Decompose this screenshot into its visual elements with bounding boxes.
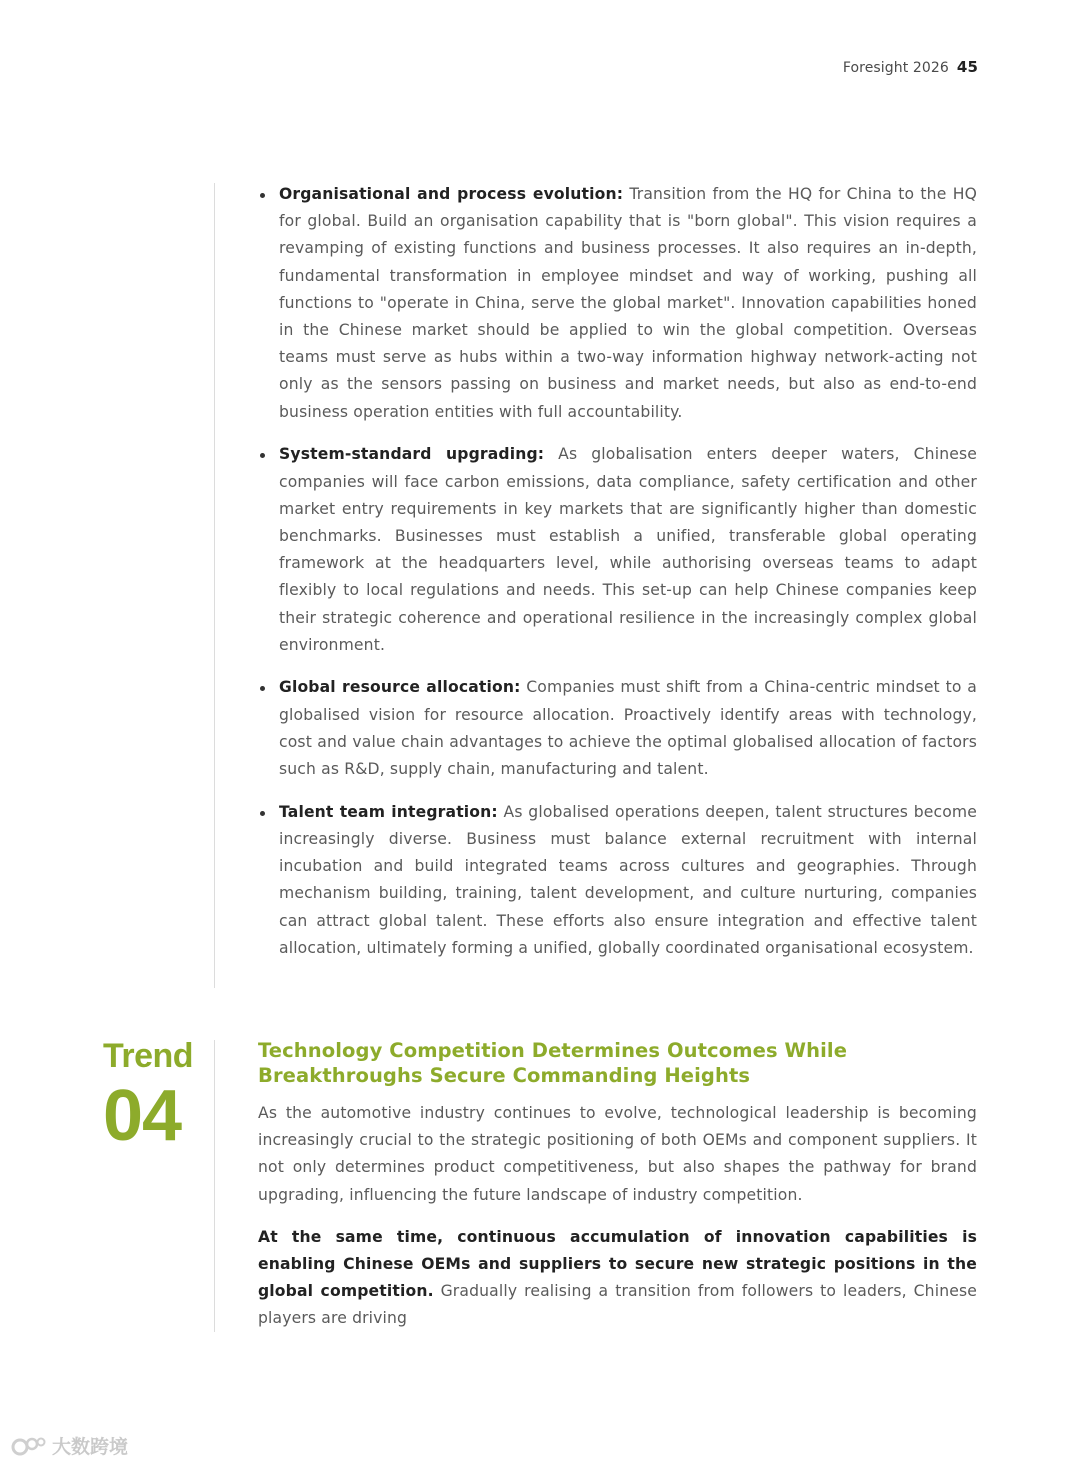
bullet-term: Global resource allocation: — [279, 678, 521, 697]
bullet-text: Transition from the HQ for China to the HQ for global. Build an organisation capability that is "born global". This vision requires a revamping of existing functions and business processes. It also requires an in-depth, fundamental transformation in employee mindset and way of working, pushing all functions to "operate in China, serve the global market". Innovation capabilities honed in the Chinese market should be applied to win the global competition. Overseas teams must serve as hubs within a two-way information highway network-acting not only as the sensors passing on business and market needs, but also as end-to-end business operation entities with full accountability. — [279, 185, 977, 421]
watermark — [10, 1432, 128, 1459]
bullet-resource-allocation — [258, 674, 977, 783]
bullet-text: Companies must shift from a China-centric mindset to a globalised vision for resource allocation. Proactively identify areas with technology, cost and value chain advantages to achieve the optimal globalised allocation of factors such as R&D, supply chain, manufacturing and talent. — [279, 678, 977, 779]
page-header — [843, 58, 978, 76]
bullet-term: Talent team integration: — [279, 802, 498, 821]
bullet-organisational-evolution — [258, 181, 977, 426]
watermark-logo-icon — [10, 1434, 46, 1458]
trend-word: Trend — [103, 1037, 194, 1075]
bullet-system-standard — [258, 441, 977, 659]
bullet-term: System-standard upgrading: — [279, 445, 545, 464]
watermark-text: 大数跨境 — [52, 1436, 129, 1458]
trend-number: 04 — [103, 1076, 182, 1156]
bullet-talent-integration — [258, 799, 977, 962]
bullet-list — [258, 181, 977, 977]
bullet-text: As globalisation enters deeper waters, Chinese companies will face carbon emissions, data compliance, safety certification and other market entry requirements in key markets that are significantly higher than domestic benchmarks. Businesses must establish a unified, transferable global operating framework at the headquarters level, while authorising overseas teams to adapt flexibly to local regulations and needs. This set-up can help Chinese companies keep their strategic coherence and operational resilience in the increasingly complex global environment. — [279, 445, 977, 654]
trend-paragraph-2-text: Gradually realising a transition from followers to leaders, Chinese players are driving — [258, 1282, 977, 1328]
trend-paragraph-1: As the automotive industry continues to evolve, technological leadership is becoming increasingly crucial to the strategic positioning of both OEMs and component suppliers. It not only determines product competitiveness, but also shapes the pathway for brand upgrading, influencing the future landscape of industry competition. — [258, 1104, 977, 1204]
left-divider-top — [214, 183, 215, 988]
page-number: 45 — [956, 58, 978, 76]
left-divider-bottom — [214, 1040, 215, 1332]
trend-paragraph-2-bold: At the same time, continuous accumulation of innovation capabilities is enabling Chinese OEMs and suppliers to secure new strategic positions in the global competition. — [258, 1227, 977, 1301]
trend-label — [103, 1036, 193, 1154]
bullet-text: As globalised operations deepen, talent structures become increasingly diverse. Business must balance external recruitment with internal incubation and build integrated teams across cultures and geographies. Through mechanism building, training, talent development, and culture nurturing, companies can attract global talent. These efforts also ensure integration and effective talent allocation, ultimately forming a unified, globally coordinated organisational ecosystem. — [279, 802, 977, 957]
publication-title: Foresight 2026 — [842, 60, 949, 76]
bullet-term: Organisational and process evolution: — [279, 185, 624, 203]
trend-title: Technology Competition Determines Outcomes While Breakthroughs Secure Commanding Heights — [258, 1039, 848, 1087]
trend-paragraph-2 — [258, 1224, 977, 1333]
trend-section — [258, 1038, 977, 1348]
